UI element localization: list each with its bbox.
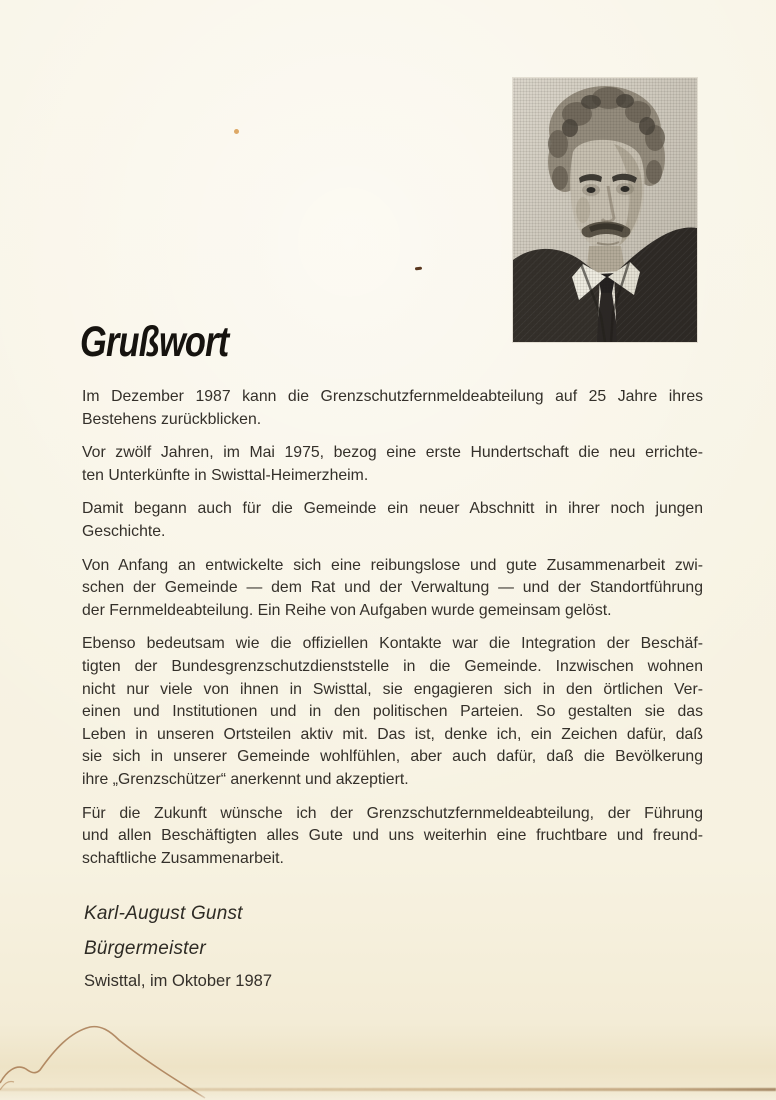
text-line: Geschichte. [82,522,166,540]
text-line: schen der Gemeinde — dem Rat und der Verwaltung — und der Standortführung [82,579,703,597]
paragraph [82,803,703,871]
text-line: und allen Beschäftigten alles Gute und uns weiterhin eine fruchtbare und freund- [82,827,703,845]
greeting-heading: Grußwort [80,318,229,366]
text-line: nicht nur viele von ihnen in Swisttal, sie engagieren sich in den örtlichen Ver- [82,680,703,698]
page-bottom-edge [0,1091,776,1100]
paper-stain-speck [234,129,239,134]
signature-dateline: Swisttal, im Oktober 1987 [84,972,272,990]
text-line: ihre „Grenzschützer“ anerkennt und akzeptiert. [82,770,409,788]
mayor-portrait-photo [513,78,697,342]
text-line: der Fernmeldeabteilung. Ein Reihe von Aufgaben wurde gemeinsam gelöst. [82,601,612,619]
text-line: Ebenso bedeutsam wie die offiziellen Kontakte war die Integration der Beschäf- [82,635,703,653]
paper-stain-speck [415,267,422,271]
text-line: schaftliche Zusammenarbeit. [82,849,284,867]
signature-title: Bürgermeister [84,938,206,959]
text-line: sie sich in unserer Gemeinde wohlfühlen, aber auch dafür, daß die Bevölkerung [82,748,703,766]
paragraph [82,555,703,623]
paragraph [82,498,703,543]
signature-name: Karl-August Gunst [84,903,243,924]
text-line: Bestehens zurückblicken. [82,410,262,428]
text-line: Vor zwölf Jahren, im Mai 1975, bezog eine erste Hundertschaft die neu errichte- [82,444,703,462]
paragraph [82,386,703,431]
portrait-illustration [513,78,697,342]
paragraph [82,633,703,791]
text-line: Damit begann auch für die Gemeinde ein neuer Abschnitt in ihrer noch jungen [82,500,703,518]
text-line: Leben in unseren Ortsteilen aktiv mit. Das ist, denke ich, ein Zeichen dafür, daß [82,725,703,743]
text-line: Von Anfang an entwickelte sich eine reibungslose und gute Zusammenarbeit zwi- [82,556,703,574]
text-line: ten Unterkünfte in Swisttal-Heimerzheim. [82,466,369,484]
paragraph [82,442,703,487]
letter-body [82,386,703,881]
text-line: Im Dezember 1987 kann die Grenzschutzfernmeldeabteilung auf 25 Jahre ihres [82,388,703,405]
text-line: einen und Institutionen und in den politischen Parteien. So gestalten sie das [82,703,703,721]
text-line: tigten der Bundesgrenzschutzdienststelle in die Gemeinde. Inzwischen wohnen [82,657,703,675]
text-line: Für die Zukunft wünsche ich der Grenzschutzfernmeldeabteilung, der Führung [82,804,703,822]
